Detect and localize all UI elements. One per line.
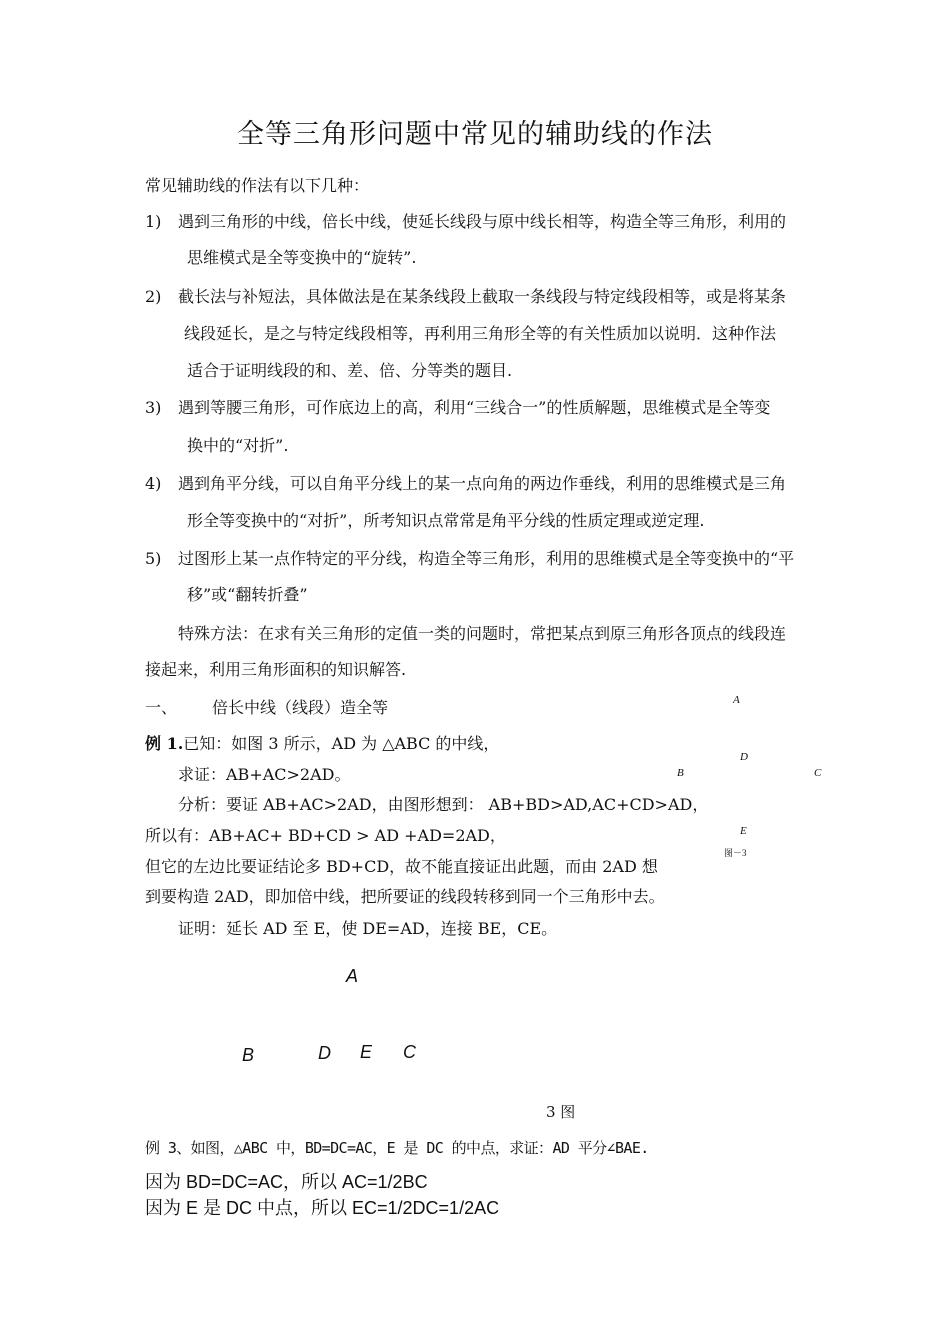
special-method-line: 接起来，利用三角形面积的知识解答.	[145, 660, 407, 679]
example-3-statement: 例 3、如图，△ABC 中，BD=DC=AC，E 是 DC 的中点，求证：AD 平分∠BAE.	[145, 1139, 649, 1157]
intro-text: 常见辅助线的作法有以下几种：	[145, 176, 370, 195]
item-number: 2)	[145, 287, 162, 306]
item-number: 1)	[145, 212, 162, 231]
example-label: 例 1.	[145, 734, 184, 753]
section-title: 倍长中线（线段）造全等	[212, 698, 389, 717]
solution-line-2: 因为 E 是 DC 中点，所以 EC=1/2DC=1/2AC	[145, 1198, 500, 1218]
point-label-b: B	[677, 767, 684, 779]
example-1-line: 所以有：AB+AC+ BD+CD > AD +AD=2AD，	[145, 826, 506, 845]
example-1-statement	[145, 734, 499, 754]
point-label-e: E	[360, 1042, 373, 1062]
point-label-a: A	[346, 966, 359, 986]
item-line: 形全等变换中的“对折”，所考知识点常常是角平分线的性质定理或逆定理.	[187, 511, 705, 530]
item-line: 适合于证明线段的和、差、倍、分等类的题目.	[187, 361, 513, 380]
page-title: 全等三角形问题中常见的辅助线的作法	[237, 119, 713, 150]
item-line: 过图形上某一点作特定的平分线，构造全等三角形，利用的思维模式是全等变换中的“平	[178, 549, 795, 568]
point-label-c: C	[814, 767, 822, 779]
section-number: 一、	[145, 698, 178, 717]
special-method-line: 特殊方法：在求有关三角形的定值一类的问题时，常把某点到原三角形各顶点的线段连	[178, 624, 787, 643]
point-label-c: C	[403, 1042, 416, 1062]
solution-line-1: 因为 BD=DC=AC，所以 AC=1/2BC	[145, 1172, 428, 1192]
point-label-a: A	[733, 694, 740, 706]
example-text: 已知：如图 3 所示，AD 为 △ABC 的中线，	[183, 734, 500, 753]
item-line: 截长法与补短法，具体做法是在某条线段上截取一条线段与特定线段相等，或是将某条	[178, 287, 787, 306]
point-label-e: E	[740, 825, 747, 837]
example-1-line: 但它的左边比要证结论多 BD+CD，故不能直接证出此题，而由 2AD 想	[145, 857, 658, 876]
example-1-analysis: 分析：要证 AB+AC>2AD，由图形想到： AB+BD>AD,AC+CD>AD，	[178, 795, 709, 814]
example-1-prove: 求证：AB+AC>2AD。	[178, 765, 351, 784]
point-label-b: B	[242, 1045, 255, 1065]
figure-caption: 3 图	[546, 1103, 576, 1121]
item-line: 遇到角平分线，可以自角平分线上的某一点向角的两边作垂线，利用的思维模式是三角	[178, 474, 787, 493]
item-line: 移”或“翻转折叠”	[187, 585, 308, 604]
item-number: 5)	[145, 549, 162, 568]
item-number: 3)	[145, 398, 162, 417]
item-line: 遇到等腰三角形，可作底边上的高，利用“三线合一”的性质解题，思维模式是全等变	[178, 398, 771, 417]
item-line: 遇到三角形的中线，倍长中线，使延长线段与原中线长相等，构造全等三角形，利用的	[178, 212, 787, 231]
figure-caption: 图－3	[724, 848, 747, 858]
point-label-d: D	[318, 1043, 331, 1063]
example-1-proof: 证明：延长 AD 至 E，使 DE=AD，连接 BE，CE。	[178, 919, 558, 938]
example-1-line: 到要构造 2AD，即加倍中线，把所要证的线段转移到同一个三角形中去。	[145, 887, 665, 906]
item-line: 思维模式是全等变换中的“旋转”.	[187, 248, 417, 267]
item-line: 换中的“对折”.	[187, 436, 289, 455]
item-number: 4)	[145, 474, 162, 493]
point-label-d: D	[740, 751, 748, 763]
item-line: 线段延长，是之与特定线段相等，再利用三角形全等的有关性质加以说明．这种作法	[184, 324, 777, 343]
